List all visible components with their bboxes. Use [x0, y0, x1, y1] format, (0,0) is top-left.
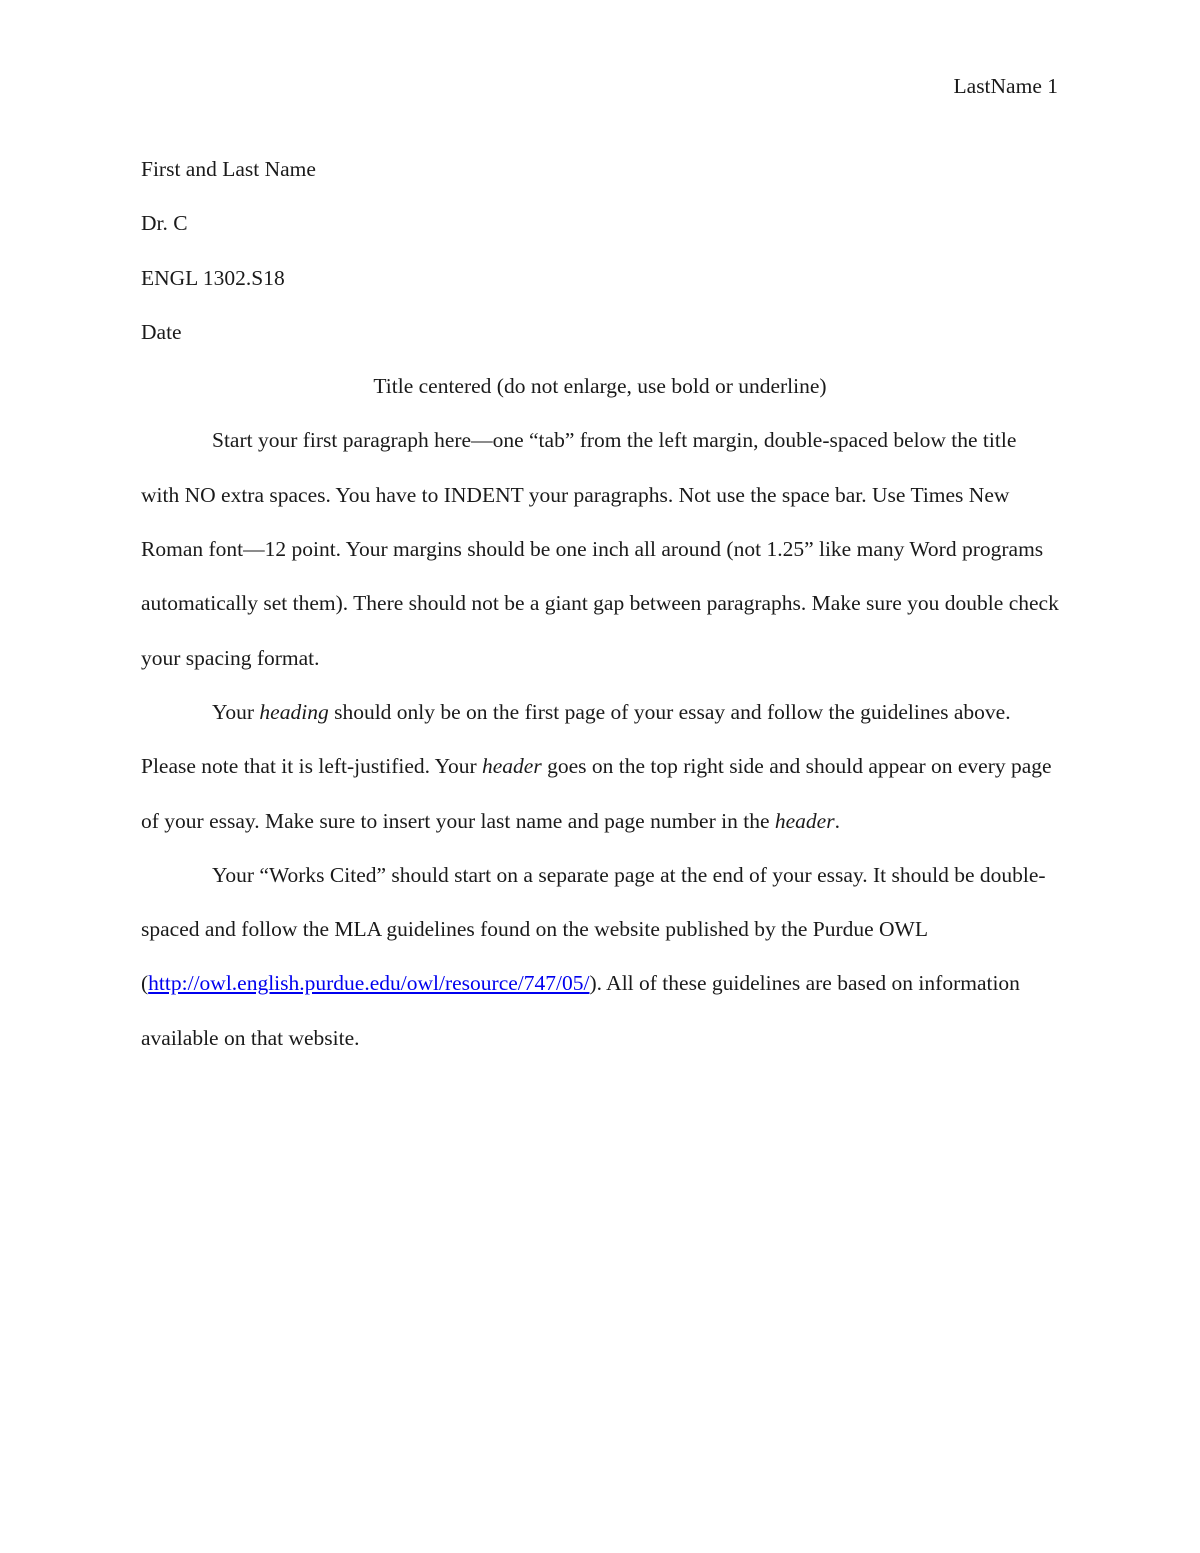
paragraph-1: Start your first paragraph here—one “tab” from the left margin, double-spaced below the title with NO extra spaces. You have to INDENT your paragraphs. Not use the space bar. Use Times New Roman font—12 point. Your margins should be one inch all around (not 1.25” like many Word programs automatically set them). There should not be a giant gap between paragraphs. Make sure you double check your spacing format. [141, 428, 1059, 670]
paragraph-2-emphasis-header: header [481, 754, 542, 779]
paragraph-3-text-1: Your “Works Cited” should start on a separate page at the end of your essay. It should be double-spaced and follow the MLA guidelines found on the website published by the Purdue OWL ( [141, 862, 1046, 996]
paragraph-3-text-2: ). All of these guidelines are based on information available on that website. [141, 971, 1020, 1050]
paragraph-2-text-2: should only be on the first page of your essay and follow the guidelines above. Please note that it is left-justified. Your [141, 699, 1011, 779]
heading-course: ENGL 1302.S18 [141, 265, 285, 290]
heading-student-name: First and Last Name [141, 157, 316, 181]
paragraph-2-text-1: Your [212, 699, 260, 724]
paragraph-2-emphasis-heading: heading [259, 699, 329, 724]
paragraph-2-emphasis-header-2: header [774, 808, 835, 833]
running-header: LastName 1 [953, 74, 1058, 98]
purdue-owl-link[interactable]: http://owl.english.purdue.edu/owl/resource/747/05/ [148, 971, 590, 996]
document-body [141, 142, 1059, 1065]
heading-instructor: Dr. C [141, 211, 188, 236]
paragraph-2-text-3: goes on the top right side and should appear on every page of your essay. Make sure to insert your last name and page number in the [141, 754, 1052, 833]
paragraph-2-text-4: . [834, 808, 840, 833]
heading-date: Date [141, 319, 182, 344]
paragraph-3 [141, 848, 1059, 1065]
paragraph-2 [141, 685, 1059, 848]
essay-title: Title centered (do not enlarge, use bold or underline) [373, 374, 827, 399]
